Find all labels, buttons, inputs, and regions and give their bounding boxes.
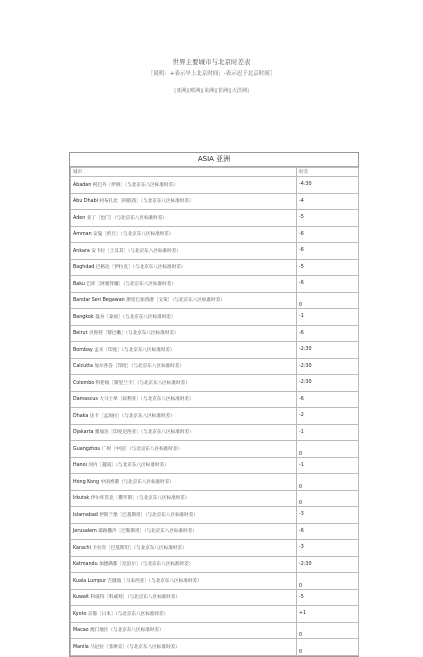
city-cell [71, 474, 297, 491]
city-cell [71, 325, 297, 342]
city-cell [71, 639, 297, 656]
city-name-zh: 安曼［约旦］（与北京东八区标准时差） [93, 232, 174, 238]
city-name-en: Manila [73, 644, 89, 650]
city-cell [71, 375, 297, 392]
offset-cell: -2:30 [297, 556, 359, 573]
table-row [71, 540, 359, 557]
table-row [71, 342, 359, 359]
column-header-offset: 时差 [297, 168, 359, 177]
offset-cell: 0 [297, 622, 359, 639]
city-name-en: Guangzhou [73, 446, 101, 452]
city-name-zh: 中国香港（与北京东八区标准时差） [100, 479, 175, 485]
city-cell [71, 507, 297, 524]
table-row [71, 639, 359, 656]
offset-cell: -5 [297, 259, 359, 276]
city-cell [71, 622, 297, 639]
offset-cell: -1 [297, 309, 359, 326]
city-name-zh: 阿巴丹［伊朗］（与北京东八区标准时差） [92, 182, 178, 188]
region-nav: [亚洲][欧洲][美洲][非洲][大洋洲] [174, 88, 249, 94]
table-row [71, 375, 359, 392]
column-header-city: 城市 [71, 168, 297, 177]
offset-cell: -2 [297, 408, 359, 425]
city-cell [71, 342, 297, 359]
table-row [71, 226, 359, 243]
city-cell [71, 457, 297, 474]
region-link-americas[interactable]: 美洲 [203, 88, 214, 94]
table-row [71, 556, 359, 573]
table-row [71, 490, 359, 507]
city-name-zh: 雅加达［印度尼西亚］（与北京东八区标准时差） [94, 430, 194, 436]
city-name-en: Dhaka [73, 413, 89, 419]
table-row [71, 325, 359, 342]
city-name-zh: 安卡拉［土耳其］（与北京东八区标准时差） [91, 248, 181, 254]
city-name-en: Calcutta [73, 364, 94, 370]
city-cell [71, 309, 297, 326]
city-name-en: Karachi [73, 545, 91, 551]
city-name-zh: 马尼拉［菲律宾］（与北京东八区标准时差） [90, 644, 180, 650]
city-cell [71, 177, 297, 194]
city-cell [71, 243, 297, 260]
table-row [71, 606, 359, 623]
legend-note: ［说明：+表示早上北京时间；-表示迟于北京时间］ [147, 71, 276, 77]
table-row [71, 358, 359, 375]
city-name-zh: 巴格达［伊拉克］（与北京东八区标准时差） [95, 265, 186, 271]
city-name-zh: 孟买［印度］（与北京东八区标准时差） [94, 347, 175, 353]
offset-cell: -3 [297, 540, 359, 557]
city-name-en: Hanoi [73, 463, 87, 469]
table-row [71, 193, 359, 210]
city-cell [71, 193, 297, 210]
city-cell [71, 226, 297, 243]
region-link-europe[interactable]: 欧洲 [190, 88, 201, 94]
city-name-en: Bandar Seri Begawan [73, 298, 125, 304]
city-name-en: Ankara [73, 248, 90, 254]
table-row [71, 292, 359, 309]
city-name-en: Kyoto [73, 611, 87, 617]
city-name-zh: 达卡［孟加拉］（与北京东八区标准时差） [89, 413, 175, 419]
city-name-zh: 广州［中国］（与北京东八区标准时差） [101, 446, 183, 452]
city-cell [71, 589, 297, 606]
table-row [71, 507, 359, 524]
offset-cell: -3 [297, 507, 359, 524]
city-name-zh: 河内［越南］（与北京东八区标准时差） [88, 463, 169, 469]
table-row [71, 589, 359, 606]
region-link-oceania[interactable]: 大洋洲 [231, 88, 247, 94]
offset-cell: 0 [297, 573, 359, 590]
offset-cell: -2:30 [297, 375, 359, 392]
city-name-en: Jerusalem [73, 529, 97, 535]
table-row [71, 523, 359, 540]
offset-cell: -6 [297, 243, 359, 260]
city-name-en: Djakarta [73, 430, 94, 436]
offset-cell: +1 [297, 606, 359, 623]
city-name-zh: 吉隆坡［马来西亚］（与北京东八区标准时差） [107, 578, 202, 584]
city-name-en: Beirut [73, 331, 88, 337]
offset-cell: -4 [297, 193, 359, 210]
city-cell [71, 540, 297, 557]
table-row [71, 474, 359, 491]
city-name-en: Abadan [73, 182, 92, 188]
city-name-en: Kuwait [73, 595, 90, 601]
city-cell [71, 259, 297, 276]
city-cell [71, 573, 297, 590]
table-row [71, 457, 359, 474]
city-name-en: Irkutsk [73, 496, 90, 502]
city-name-zh: 科威特［科威特］（与北京东八区标准时差） [90, 595, 181, 601]
offset-cell: -5 [297, 589, 359, 606]
offset-cell: -1 [297, 457, 359, 474]
city-name-zh: 加尔各答［印度］（与北京东八区标准时差） [94, 364, 185, 370]
offset-cell: 0 [297, 292, 359, 309]
offset-cell: 0 [297, 639, 359, 656]
city-name-en: Islamabad [73, 512, 98, 518]
table-row [71, 622, 359, 639]
city-cell [71, 523, 297, 540]
city-name-zh: 斯里巴加湾港［文莱］（与北京东八区标准时差） [126, 298, 225, 304]
city-cell [71, 441, 297, 458]
table-row [71, 243, 359, 260]
city-cell [71, 408, 297, 425]
table-row [71, 441, 359, 458]
table-row [71, 309, 359, 326]
offset-cell: -6 [297, 391, 359, 408]
region-link-africa[interactable]: 非洲 [217, 88, 228, 94]
offset-cell: -6 [297, 226, 359, 243]
page-title: 世界主要城市与北京时差表 [172, 58, 251, 66]
city-name-zh: 耶路撒冷［巴勒斯坦］（与北京东八区标准时差） [98, 529, 198, 535]
offset-cell: 0 [297, 474, 359, 491]
offset-cell: -6 [297, 276, 359, 293]
table-row [71, 424, 359, 441]
city-cell [71, 606, 297, 623]
city-name-en: Damascus [73, 397, 98, 403]
table-header-row [71, 168, 359, 177]
offset-cell: -5 [297, 210, 359, 227]
offset-cell: 0 [297, 441, 359, 458]
offset-cell: -6 [297, 523, 359, 540]
city-name-zh: 澳门地区（与北京东八区标准时差） [90, 628, 164, 634]
city-name-en: Aden [73, 215, 86, 221]
city-name-en: Abu Dhabi [73, 199, 98, 205]
city-cell [71, 424, 297, 441]
city-name-zh: 京都［日本］（与北京东八区标准时差） [87, 611, 169, 617]
table-row [71, 408, 359, 425]
city-name-en: Colombo [73, 380, 95, 386]
city-name-zh: 加德满都［尼泊尔］（与北京东八区标准时差） [99, 562, 194, 568]
city-cell [71, 556, 297, 573]
offset-cell: -2:30 [297, 342, 359, 359]
table-row [71, 259, 359, 276]
table-row [71, 276, 359, 293]
city-name-en: Amman [73, 232, 92, 238]
city-name-en: Bombay [73, 347, 93, 353]
city-name-en: Kuala Lumpur [73, 578, 107, 584]
city-name-zh: 贝鲁特［黎巴嫩］（与北京东八区标准时差） [88, 331, 179, 337]
timezone-table [69, 152, 359, 657]
table-row [71, 573, 359, 590]
city-name-zh: 曼谷［泰国］（与北京东八区标准时差） [95, 314, 176, 320]
city-name-zh: 伊斯兰堡［巴基斯坦］（与北京东八区标准时差） [99, 512, 199, 518]
offset-cell: -6 [297, 325, 359, 342]
offset-cell: 0 [297, 490, 359, 507]
table-row [71, 210, 359, 227]
city-name-zh: 阿布扎比［阿联酋］（与北京东八区标准时差） [99, 199, 194, 205]
city-name-en: Baku [73, 281, 85, 287]
city-name-zh: 卡拉奇［巴基斯坦］（与北京东八区标准时差） [92, 545, 187, 551]
offset-cell: -1 [297, 424, 359, 441]
city-cell [71, 210, 297, 227]
table-caption: ASIA 亚洲 [70, 153, 358, 167]
region-link-asia[interactable]: 亚洲 [176, 88, 187, 94]
city-name-zh: 大马士革［叙利亚］（与北京东八区标准时差） [99, 397, 194, 403]
city-name-zh: 科伦坡［斯里兰卡］（与北京东八区标准时差） [95, 380, 190, 386]
city-name-zh: 亚丁［也门］（与北京东八区标准时差） [86, 215, 168, 221]
city-name-en: Bangkok [73, 314, 94, 320]
offset-cell: -2:30 [297, 358, 359, 375]
city-name-en: Hong Kong [73, 479, 100, 485]
city-cell [71, 276, 297, 293]
city-name-en: Katmandu [73, 562, 98, 568]
city-cell [71, 358, 297, 375]
city-cell [71, 391, 297, 408]
city-name-en: Macao [73, 628, 89, 634]
city-name-zh: 伊尔库茨克［俄罗斯］（与北京东八区标准时差） [90, 496, 190, 502]
city-cell [71, 490, 297, 507]
city-cell [71, 292, 297, 309]
table-row [71, 177, 359, 194]
city-name-zh: 巴库［阿塞拜疆］（与北京东八区标准时差） [86, 281, 176, 287]
table-row [71, 391, 359, 408]
city-name-en: Baghdad [73, 265, 95, 271]
offset-cell: -4:30 [297, 177, 359, 194]
